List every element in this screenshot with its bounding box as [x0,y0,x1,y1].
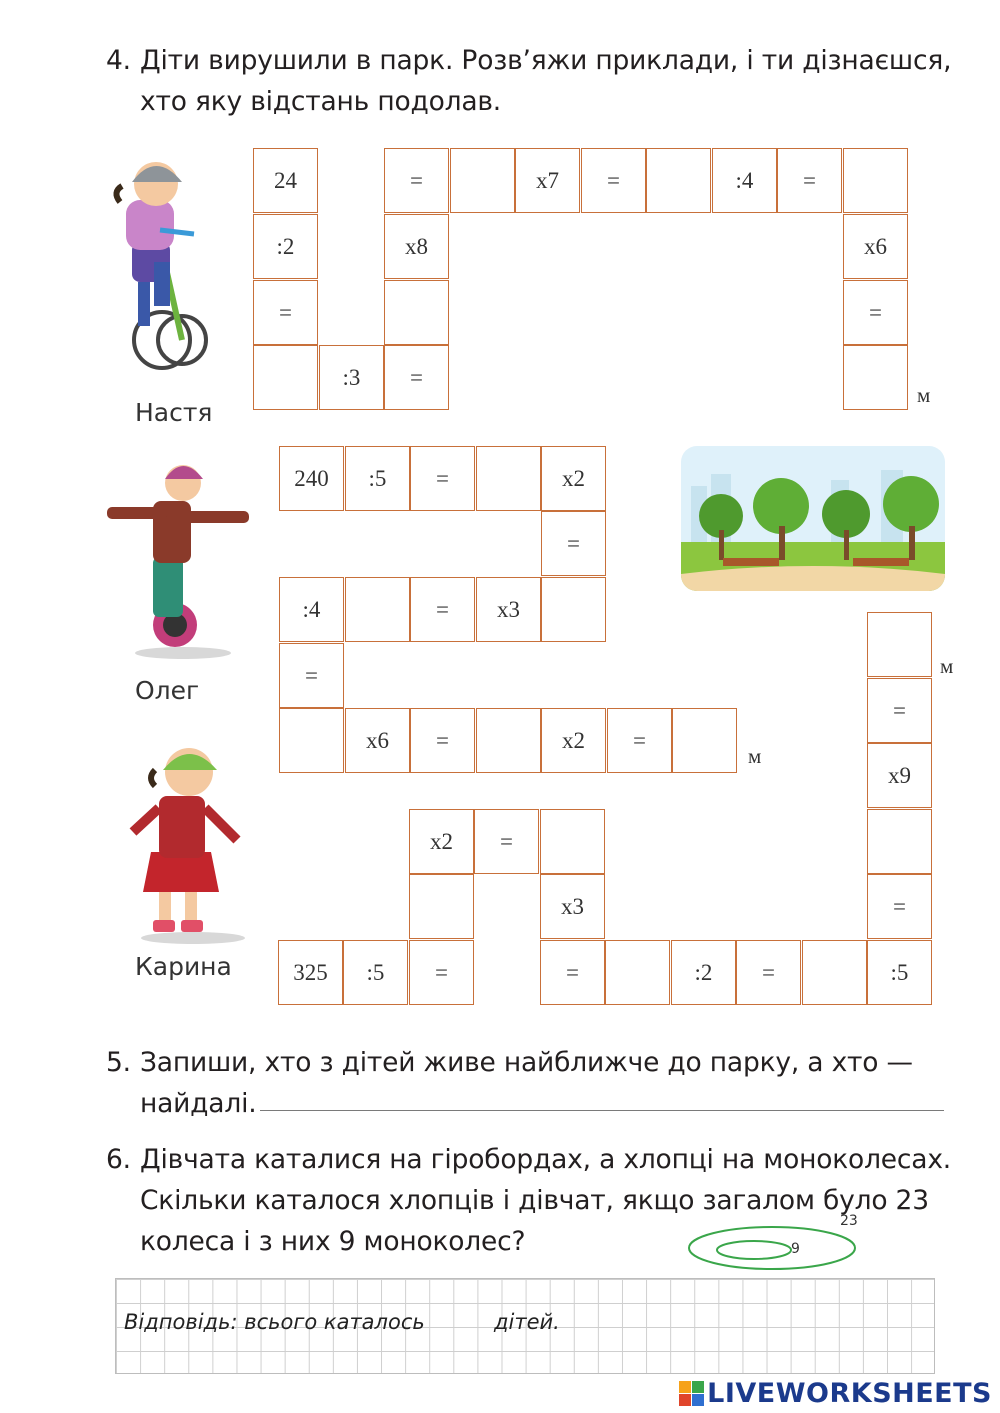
oleg-answer-cell-5[interactable] [476,708,541,773]
oleg-cell-8: x3 [476,577,541,642]
oleg-cell-9: = [410,577,475,642]
oleg-cell-11: :4 [279,577,344,642]
karyna-cell-15: = [867,874,932,939]
oleg-cell-1: 240 [279,446,344,511]
task-6-line-1: Дівчата каталися на гіробордах, а хлопці на моноколесах. [140,1144,952,1175]
karyna-final-answer-cell[interactable] [867,612,932,677]
task-5-answer-line[interactable] [260,1110,944,1111]
nastya-cell-8: x8 [384,214,449,279]
oleg-answer-cell-3[interactable] [345,577,410,642]
nastya-cell-15: = [777,148,842,213]
oleg-cell-18: = [607,708,672,773]
oleg-cell-17: x2 [541,708,606,773]
oleg-cell-14: x6 [345,708,410,773]
karyna-cell-9: = [540,940,605,1005]
nastya-answer-cell-3[interactable] [450,148,515,213]
nastya-cell-17: x6 [843,214,908,279]
nastya-cell-6: = [384,345,449,410]
nastya-cell-18: = [843,280,908,345]
nastya-answer-cell-4[interactable] [646,148,711,213]
girl-on-rollerskates-illustration [125,740,255,950]
oleg-answer-cell-1[interactable] [476,446,541,511]
karyna-cell-6: = [474,809,539,874]
karyna-cell-2: :5 [343,940,408,1005]
oleg-cell-3: = [410,446,475,511]
karyna-cell-8: x3 [540,874,605,939]
nastya-answer-cell-2[interactable] [384,280,449,345]
oleg-unit: м [748,744,762,768]
karyna-answer-cell-4[interactable] [802,940,867,1005]
answer-prefix: Відповідь: всього каталось [124,1310,425,1334]
girl-on-bicycle-illustration [110,150,220,390]
name-oleg: Олег [135,676,200,705]
nastya-unit: м [917,383,931,407]
oleg-answer-cell-2[interactable] [541,577,606,642]
name-nastya: Настя [135,398,213,427]
nastya-cell-9: = [384,148,449,213]
karyna-cell-5: x2 [409,809,474,874]
karyna-cell-17: x9 [867,743,932,808]
logo-text: LIVEWORKSHEETS [707,1378,992,1409]
task-5 [106,1042,913,1124]
oleg-cell-6: = [541,511,606,576]
nastya-answer-cell-1[interactable] [253,345,318,410]
name-karyna: Карина [135,952,232,981]
boy-on-unicycle-illustration [105,455,265,665]
karyna-cell-1: 325 [278,940,343,1005]
oleg-cell-2: :5 [345,446,410,511]
task-4-number: 4. [106,45,131,76]
nastya-cell-2: :2 [253,214,318,279]
karyna-cell-11: :2 [671,940,736,1005]
karyna-answer-cell-3[interactable] [605,940,670,1005]
oleg-final-answer-cell[interactable] [672,708,737,773]
oleg-cell-15: = [410,708,475,773]
task-6-line-3: колеса і з них 9 моноколес? [140,1226,526,1257]
oleg-answer-cell-4[interactable] [279,708,344,773]
task-6-line-2: Скільки каталося хлопців і дівчат, якщо загалом було 23 [140,1185,929,1216]
nastya-cell-1: 24 [253,148,318,213]
task-4-line-1: Діти вирушили в парк. Розв’яжи приклади, і ти дізнаєшся, [140,45,952,76]
answer-suffix: дітей. [494,1310,560,1334]
nastya-cell-11: x7 [515,148,580,213]
task-4 [106,40,951,122]
task-5-number: 5. [106,1047,131,1078]
karyna-cell-14: :5 [867,940,932,1005]
task-5-line-1: Запиши, хто з дітей живе найближче до парку, а хто — [140,1047,913,1078]
nastya-cell-5: :3 [319,345,384,410]
task-5-line-2: найдалі. [140,1088,257,1119]
liveworksheets-badge-icon [679,1381,705,1407]
karyna-answer-cell-2[interactable] [540,809,605,874]
karyna-cell-18: = [867,678,932,743]
oleg-cell-12: = [279,643,344,708]
karyna-cell-3: = [409,940,474,1005]
liveworksheets-logo [679,1378,992,1409]
nastya-cell-3: = [253,280,318,345]
answer-count-blank[interactable] [444,1310,490,1336]
task-4-line-2: хто яку відстань подолав. [140,86,502,117]
task-6-number: 6. [106,1144,131,1175]
nastya-cell-12: = [581,148,646,213]
diagram-inner-label: 9 [791,1241,800,1257]
oleg-cell-5: x2 [541,446,606,511]
karyna-answer-cell-5[interactable] [867,809,932,874]
set-diagram [686,1212,866,1274]
nastya-answer-cell-5[interactable] [843,148,908,213]
nastya-final-answer-cell[interactable] [843,345,908,410]
nastya-cell-14: :4 [712,148,777,213]
diagram-total-label: 23 [840,1213,858,1229]
karyna-cell-12: = [736,940,801,1005]
park-illustration [681,446,945,591]
karyna-unit: м [940,654,954,678]
karyna-answer-cell-1[interactable] [409,874,474,939]
